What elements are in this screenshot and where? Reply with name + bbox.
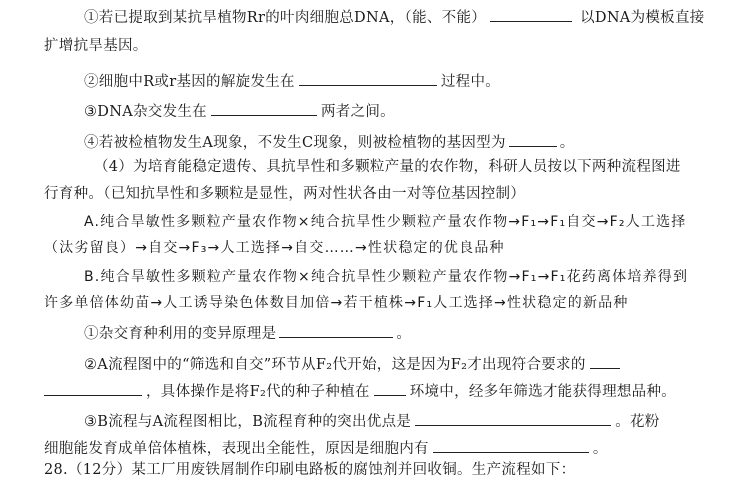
part4-text-1: （4）为培育能稳定遗传、具抗旱性和多颗粒产量的农作物，科研人员按以下两种流程图进	[94, 159, 681, 175]
sub2-text-post: 环境中，经多年筛选才能获得理想品种。	[409, 384, 677, 400]
flowB-line1	[84, 267, 688, 287]
sub3-line1	[84, 410, 660, 432]
q1-text-cont: 扩增抗旱基因。	[44, 38, 148, 54]
sub3-text-2-post: 。	[592, 441, 608, 457]
q2-text: ②细胞中R或r基因的解旋发生在	[84, 74, 295, 90]
part4-line1	[94, 157, 681, 177]
flowA-text-2: （汰劣留良）→自交→F₃→人工选择→自交……→性状稳定的优良品种	[44, 240, 505, 256]
sub2-blank-1b[interactable]	[44, 380, 142, 396]
q1-text-b: 以DNA为模板直接	[580, 10, 705, 26]
flowA-line1	[84, 212, 687, 232]
flowA-line2	[44, 238, 505, 258]
q1-blank[interactable]	[490, 6, 572, 22]
sub1-text-post: 。	[396, 326, 412, 342]
flowB-text-2: 许多单倍体幼苗→人工诱导染色体数目加倍→若干植株→F₁人工选择→性状稳定的新品种	[44, 295, 629, 311]
q4-text-post: 。	[559, 135, 575, 151]
sub1-line	[84, 322, 411, 344]
sub2-blank-1a[interactable]	[590, 353, 620, 369]
sub3-text-2: 细胞能发育成单倍体植株，表现出全能性，原因是细胞内有	[44, 441, 429, 457]
q3-text: ③DNA杂交发生在	[84, 104, 207, 120]
sub3-text-post: 。花粉	[615, 414, 660, 430]
sub2-text-mid: ，具体操作是将F₂代的种子种植在	[146, 384, 370, 400]
sub2-line1	[84, 353, 620, 375]
sub2-text: ②A流程图中的“筛选和自交”环节从F₂代开始，这是因为F₂才出现符合要求的	[84, 357, 586, 373]
q1-text-a: ①若已提取到某抗旱植物Rr的叶肉细胞总DNA，（能、不能）	[84, 10, 487, 26]
q4-blank[interactable]	[509, 131, 557, 147]
sub1-text: ①杂交育种利用的变异原理是	[84, 326, 277, 342]
q2-text-post: 过程中。	[440, 74, 501, 90]
part4-text-2: 行育种。（已知抗旱性和多颗粒是显性，两对性状各由一对等位基因控制）	[44, 186, 526, 202]
q2-blank[interactable]	[299, 70, 437, 86]
flowA-text-1: A.纯合旱敏性多颗粒产量农作物×纯合抗旱性少颗粒产量农作物→F₁→F₁自交→F₂人工选择	[84, 214, 687, 230]
sub3-text: ③B流程与A流程图相比，B流程育种的突出优点是	[84, 414, 412, 430]
q3-text-post: 两者之间。	[320, 104, 395, 120]
q3-blank[interactable]	[211, 100, 317, 116]
q2-line	[84, 70, 500, 92]
sub3-blank-1[interactable]	[415, 410, 611, 426]
flowB-text-1: B.纯合旱敏性多颗粒产量农作物×纯合抗旱性少颗粒产量农作物→F₁→F₁花药离体培养得到	[84, 269, 689, 285]
flowB-line2	[44, 293, 629, 313]
q28-line	[44, 460, 575, 480]
sub2-line2	[44, 380, 676, 402]
q1-line-cont	[44, 36, 148, 56]
sub1-blank[interactable]	[279, 322, 393, 338]
q1-line	[84, 6, 705, 28]
q4-text: ④若被检植物发生A现象，不发生C现象，则被检植物的基因型为	[84, 135, 506, 151]
q3-line	[84, 100, 395, 122]
q28-text: 28.（12分）某工厂用废铁屑制作印刷电路板的腐蚀剂并回收铜。生产流程如下：	[44, 462, 576, 478]
sub3-blank-2[interactable]	[433, 437, 589, 453]
sub3-line2	[44, 437, 608, 459]
sub2-blank-2[interactable]	[374, 380, 406, 396]
part4-line2	[44, 184, 525, 204]
q4-line	[84, 131, 575, 153]
